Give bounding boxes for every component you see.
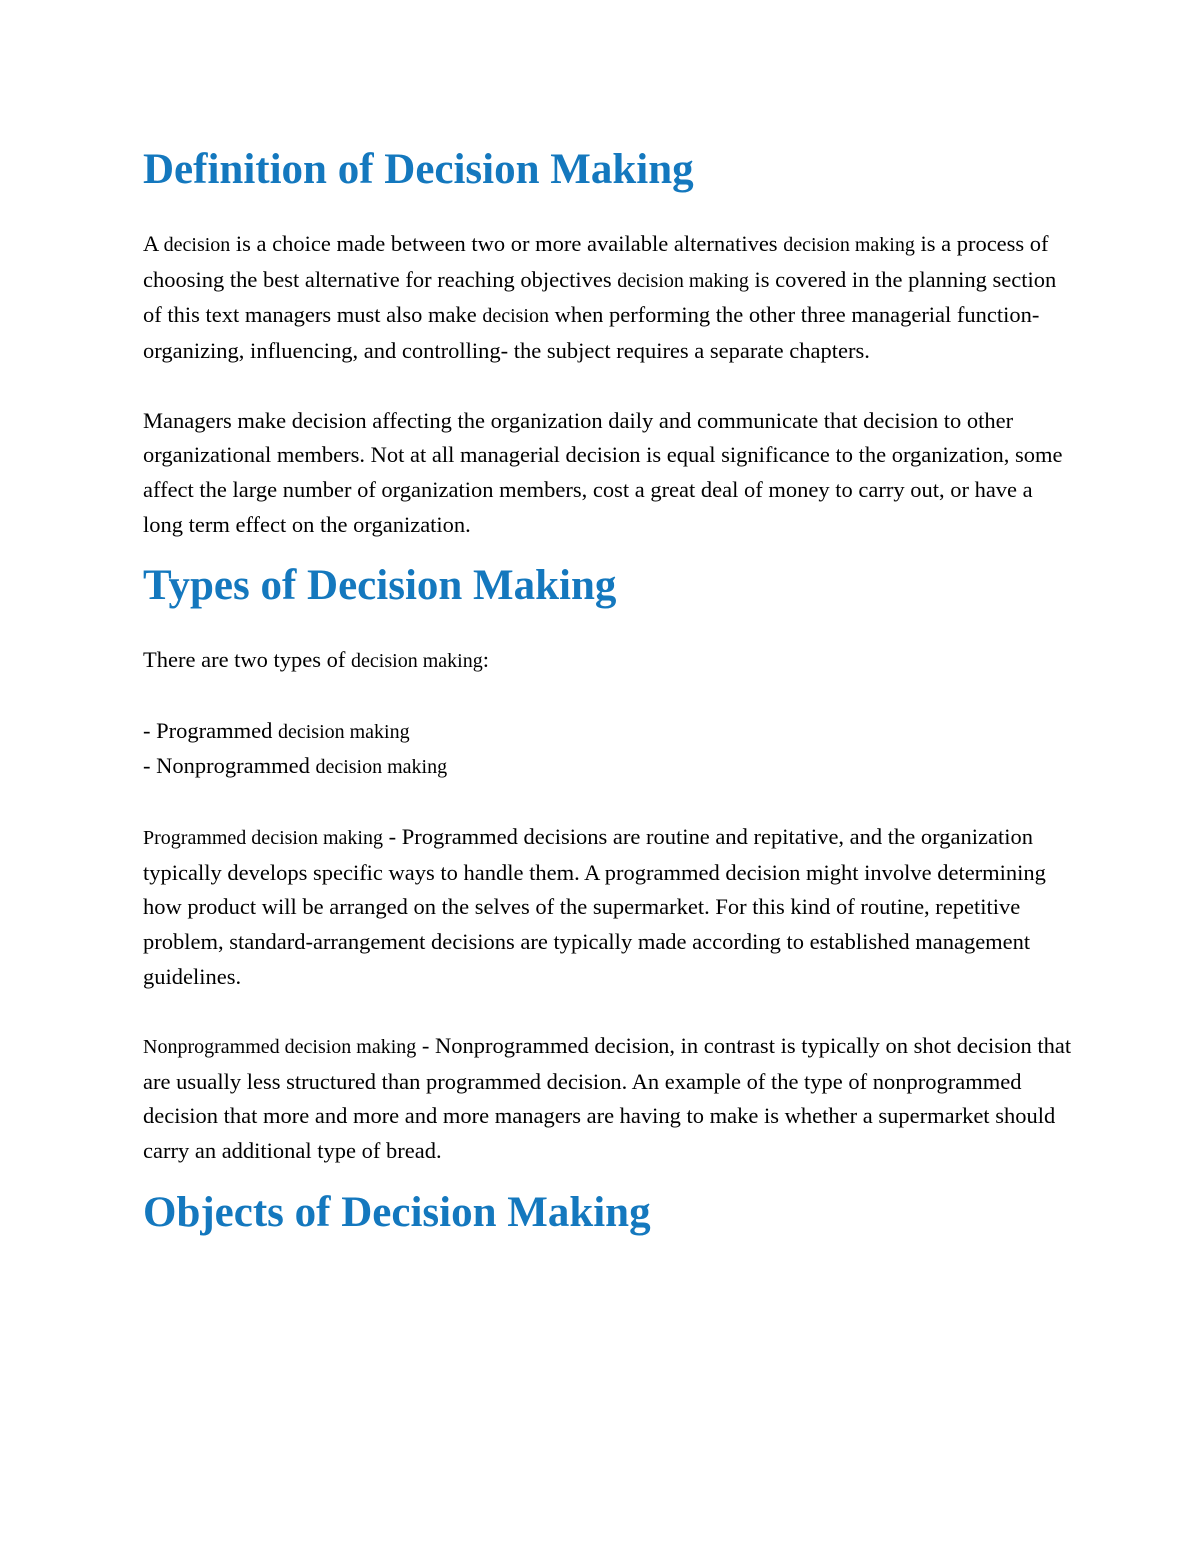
text-run: - Nonprogrammed decision, in contrast is typically on shot decision that are usually less structured than programmed decision. An example of the type of nonprogrammed decision that more and more and more managers are having to make is whether a supermarket should carry an additional type of bread.	[143, 1033, 1072, 1164]
types-list	[143, 714, 1073, 785]
text-run: - Programmed decisions are routine and repitative, and the organization typically develops specific ways to handle them. A programmed decision might involve determining how product will be arranged on the selves of the supermarket. For this kind of routine, repetitive problem, standard-arrangement decisions are typically made according to established management guidelines.	[143, 823, 1046, 989]
heading-objects: Objects of Decision Making	[143, 1188, 651, 1236]
text-run: A	[143, 231, 164, 256]
heading-definition: Definition of Decision Making	[143, 146, 694, 193]
list-item-label: - Programmed	[143, 717, 278, 743]
document-body	[143, 140, 1073, 1243]
term-decision-making: decision making	[277, 720, 410, 743]
term-decision: decision	[163, 234, 231, 256]
text-run: :	[482, 647, 489, 673]
text-run: is covered in the planning section of this text managers must also make	[143, 266, 1057, 328]
term-programmed-decision-making: Programmed decision making	[143, 826, 383, 849]
paragraph-types-intro	[143, 643, 1073, 679]
heading-types: Types of Decision Making	[143, 562, 617, 610]
term-nonprogrammed-decision-making: Nonprogrammed decision making	[143, 1036, 417, 1058]
paragraph-managers: Managers make decision affecting the organization daily and communicate that decision to other organizational members. Not at all managerial decision is equal significance to the organization, some affect the large number of organization members, cost a great deal of money to carry out, or have a long term effect on the organization.	[143, 407, 1063, 537]
text-run: when performing the other three managerial function-organizing, influencing, and controlling- the subject requires a separate chapters.	[143, 302, 1040, 364]
list-item-nonprogrammed	[143, 749, 1073, 785]
text-run: There are two types of	[143, 647, 352, 673]
term-decision: decision	[482, 305, 549, 328]
list-item-programmed	[143, 714, 1073, 750]
paragraph-nonprogrammed	[143, 1029, 1073, 1169]
text-run: is a process of choosing the best alternative for reaching objectives	[143, 231, 1049, 292]
term-decision-making: decision making	[351, 650, 483, 673]
paragraph-programmed	[143, 820, 1073, 995]
list-item-label: - Nonprogrammed	[143, 753, 316, 779]
text-run: is a choice made between two or more available alternatives	[230, 231, 784, 256]
term-decision-making: decision making	[617, 269, 749, 292]
paragraph-definition	[143, 227, 1073, 369]
term-decision-making: decision making	[783, 234, 915, 256]
term-decision-making: decision making	[315, 756, 448, 779]
